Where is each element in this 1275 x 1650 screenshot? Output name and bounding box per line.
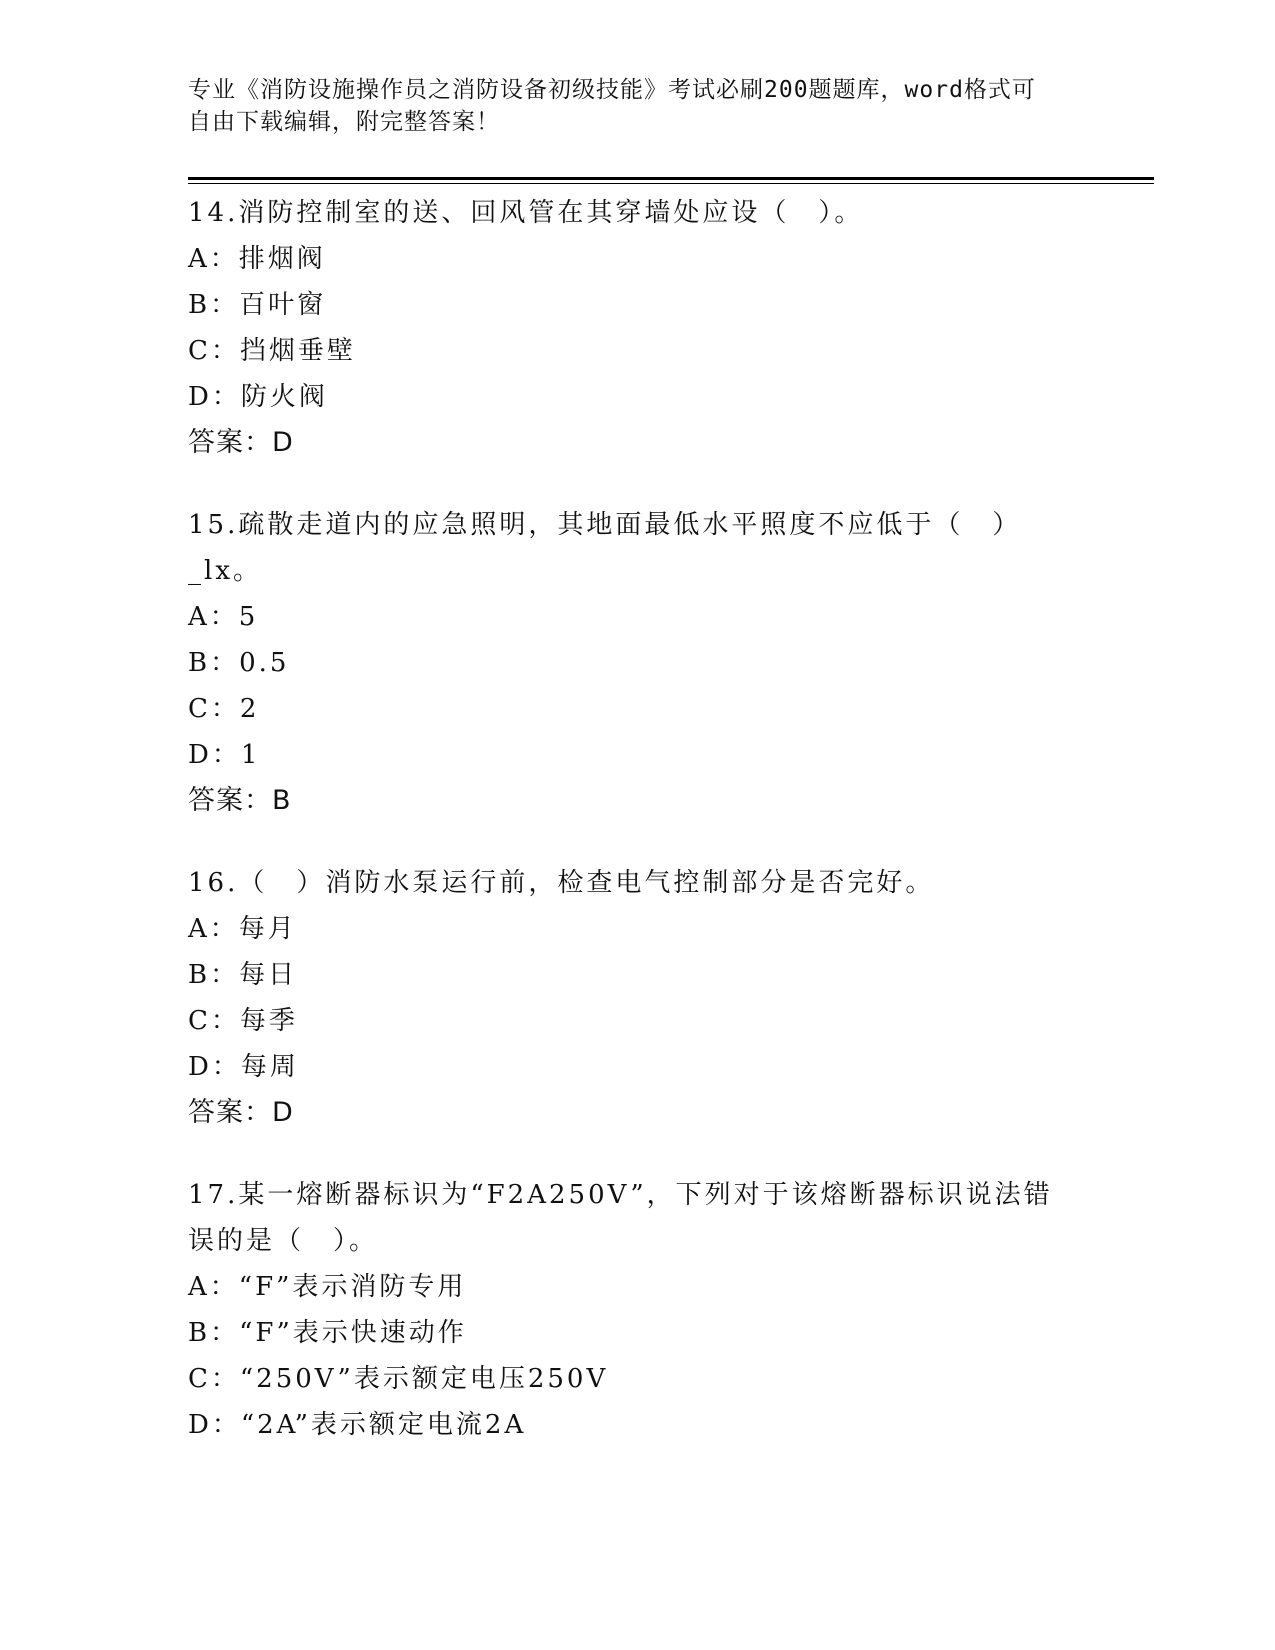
option-d: D：1	[188, 740, 261, 770]
option-a: A：5	[188, 602, 259, 632]
option-a: A：“F”表示消防专用	[188, 1272, 467, 1302]
header-divider-thick	[188, 177, 1154, 180]
document-header	[188, 74, 1068, 138]
option-c: C：“250V”表示额定电压250V	[188, 1364, 609, 1394]
question-16	[188, 860, 1088, 1136]
question-15	[188, 502, 1088, 824]
question-list	[188, 190, 1088, 1484]
option-d: D：每周	[188, 1052, 299, 1082]
question-14	[188, 190, 1088, 466]
option-b: B：“F”表示快速动作	[188, 1318, 467, 1348]
option-b: B：每日	[188, 960, 298, 990]
question-stem: 14.消防控制室的送、回风管在其穿墙处应设（ ）。	[188, 198, 864, 228]
question-stem: 16.（ ）消防水泵运行前，检查电气控制部分是否完好。	[188, 868, 935, 898]
option-d: D：“2A”表示额定电流2A	[188, 1410, 527, 1440]
question-17	[188, 1172, 1088, 1448]
option-c: C：每季	[188, 1006, 298, 1036]
option-a: A：排烟阀	[188, 244, 326, 274]
option-a: A：每月	[188, 914, 297, 944]
header-line-2: 自由下载编辑，附完整答案！	[188, 109, 500, 135]
question-stem: 15.疏散走道内的应急照明，其地面最低水平照度不应低于（ ）_lx。	[188, 510, 1022, 586]
answer: 答案：B	[188, 785, 292, 816]
option-c: C：2	[188, 694, 260, 724]
header-divider-thin	[188, 183, 1154, 184]
question-stem: 17.某一熔断器标识为“F2A250V”，下列对于该熔断器标识说法错误的是（ ）。	[188, 1180, 1053, 1256]
option-b: B：百叶窗	[188, 290, 327, 320]
option-c: C：挡烟垂壁	[188, 336, 356, 366]
header-line-1: 专业《消防设施操作员之消防设备初级技能》考试必刷200题题库，word格式可	[188, 77, 1036, 103]
option-d: D：防火阀	[188, 382, 328, 412]
answer: 答案：D	[188, 1097, 294, 1128]
option-b: B：0.5	[188, 648, 290, 678]
answer: 答案：D	[188, 427, 294, 458]
